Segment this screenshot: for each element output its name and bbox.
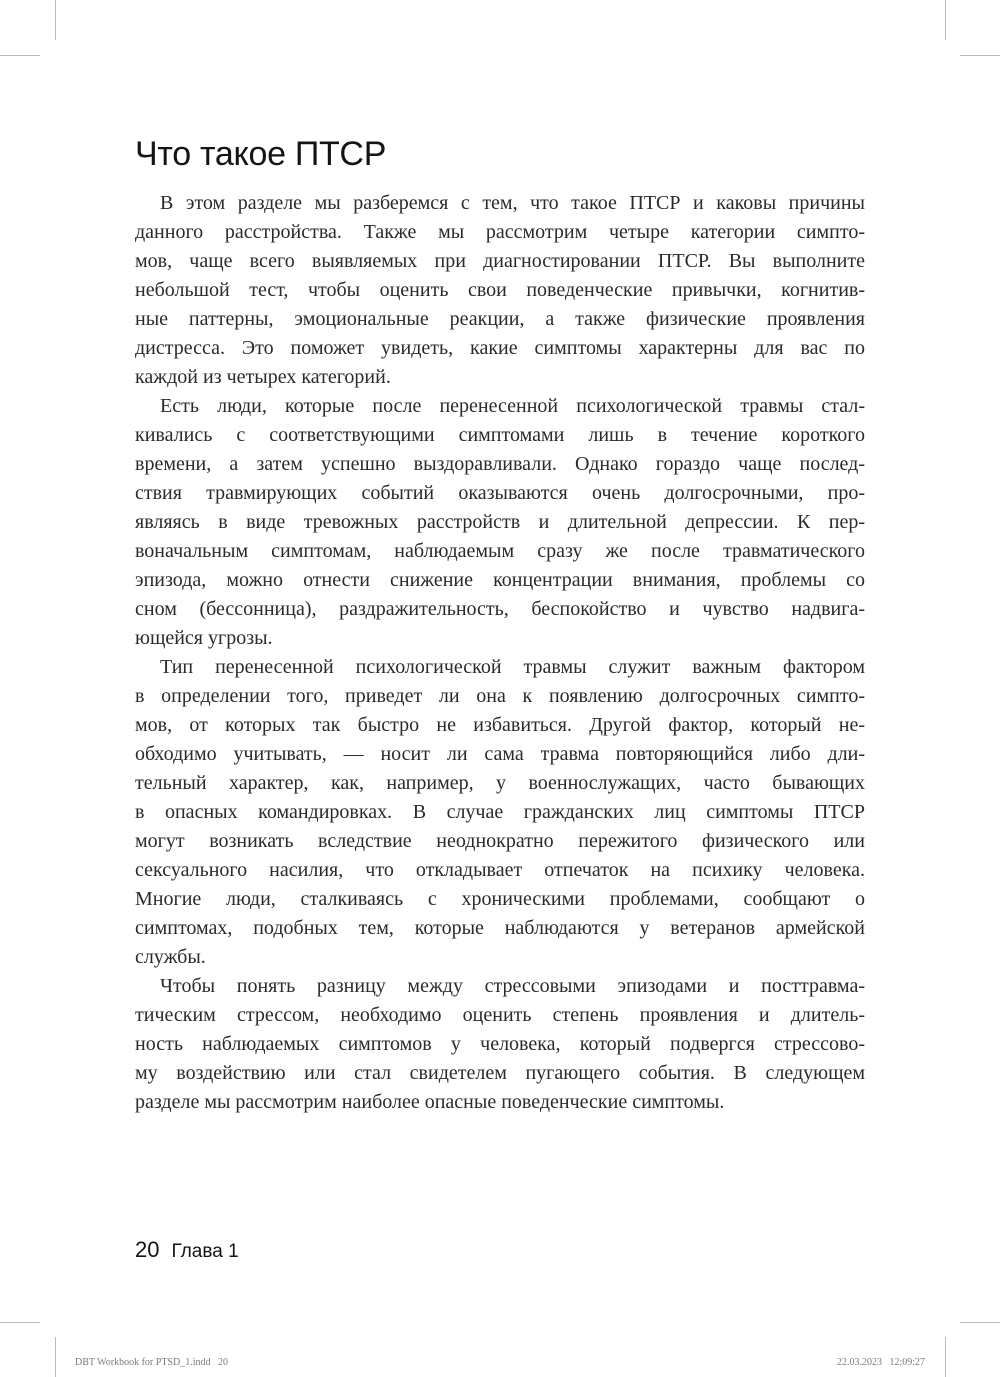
text-line: Чтобы понять разницу между стрессовыми эпизодами и посттравма- bbox=[160, 975, 865, 997]
paragraph bbox=[135, 972, 865, 1117]
text-line: ность наблюдаемых симптомов у человека, который подвергся стрессово- bbox=[135, 1033, 865, 1055]
body-text bbox=[135, 189, 865, 1117]
crop-mark bbox=[55, 1337, 56, 1377]
paragraph bbox=[135, 653, 865, 972]
slug-timestamp: 22.03.2023 12:09:27 bbox=[836, 1357, 925, 1368]
text-line: данного расстройства. Также мы рассмотрим четыре категории симпто- bbox=[135, 221, 865, 243]
text-line: воначальным симптомам, наблюдаемым сразу же после травматического bbox=[135, 540, 865, 562]
crop-mark bbox=[960, 1322, 1000, 1323]
text-line: симптомах, подобных тем, которые наблюдаются у ветеранов армейской bbox=[135, 917, 865, 939]
crop-mark bbox=[945, 0, 946, 40]
text-line: Есть люди, которые после перенесенной психологической травмы стал- bbox=[160, 395, 865, 417]
text-line: каждой из четырех категорий. bbox=[135, 366, 391, 388]
slug-file-name: DBT Workbook for PTSD_1.indd 20 bbox=[75, 1357, 228, 1368]
text-line: являясь в виде тревожных расстройств и длительной депрессии. К пер- bbox=[135, 511, 865, 533]
text-line: кивались с соответствующими симптомами лишь в течение короткого bbox=[135, 424, 865, 446]
crop-mark bbox=[0, 55, 40, 56]
text-line: в опасных командировках. В случае гражданских лиц симптомы ПТСР bbox=[135, 801, 865, 823]
text-line: службы. bbox=[135, 946, 206, 968]
paragraph bbox=[135, 392, 865, 653]
crop-mark bbox=[945, 1337, 946, 1377]
text-line: разделе мы рассмотрим наиболее опасные поведенческие симптомы. bbox=[135, 1091, 725, 1113]
text-line: небольшой тест, чтобы оценить свои поведенческие привычки, когнитив- bbox=[135, 279, 865, 301]
crop-mark bbox=[960, 55, 1000, 56]
chapter-label: Глава 1 bbox=[171, 1241, 239, 1262]
text-line: В этом разделе мы разберемся с тем, что такое ПТСР и каковы причины bbox=[160, 192, 865, 214]
text-line: тельный характер, как, например, у военнослужащих, часто бывающих bbox=[135, 772, 865, 794]
text-line: мов, чаще всего выявляемых при диагностировании ПТСР. Вы выполните bbox=[135, 250, 865, 272]
text-line: мов, от которых так быстро не избавиться. Другой фактор, который не- bbox=[135, 714, 865, 736]
text-line: ющейся угрозы. bbox=[135, 627, 273, 649]
text-line: сном (бессонница), раздражительность, беспокойство и чувство надвига- bbox=[135, 598, 865, 620]
section-heading: Что такое ПТСР bbox=[135, 135, 387, 173]
page-footer bbox=[135, 1236, 239, 1266]
text-line: обходимо учитывать, — носит ли сама травма повторяющийся либо дли- bbox=[135, 743, 865, 765]
crop-mark bbox=[0, 1322, 40, 1323]
text-line: тическим стрессом, необходимо оценить степень проявления и длитель- bbox=[135, 1004, 865, 1026]
text-line: Тип перенесенной психологической травмы служит важным фактором bbox=[160, 656, 865, 678]
text-line: му воздействию или стал свидетелем пугающего события. В следующем bbox=[135, 1062, 865, 1084]
text-line: могут возникать вследствие неоднократно пережитого физического или bbox=[135, 830, 865, 852]
text-line: Многие люди, сталкиваясь с хроническими проблемами, сообщают о bbox=[135, 888, 865, 910]
text-line: дистресса. Это поможет увидеть, какие симптомы характерны для вас по bbox=[135, 337, 865, 359]
text-line: ные паттерны, эмоциональные реакции, а также физические проявления bbox=[135, 308, 865, 330]
text-line: времени, а затем успешно выздоравливали. Однако гораздо чаще послед- bbox=[135, 453, 865, 475]
paragraph bbox=[135, 189, 865, 392]
text-line: ствия травмирующих событий оказываются очень долгосрочными, про- bbox=[135, 482, 865, 504]
text-line: эпизода, можно отнести снижение концентрации внимания, проблемы со bbox=[135, 569, 865, 591]
text-line: в определении того, приведет ли она к появлению долгосрочных симпто- bbox=[135, 685, 865, 707]
page-number: 20 bbox=[135, 1237, 160, 1262]
text-line: сексуального насилия, что откладывает отпечаток на психику человека. bbox=[135, 859, 865, 881]
crop-mark bbox=[55, 0, 56, 40]
